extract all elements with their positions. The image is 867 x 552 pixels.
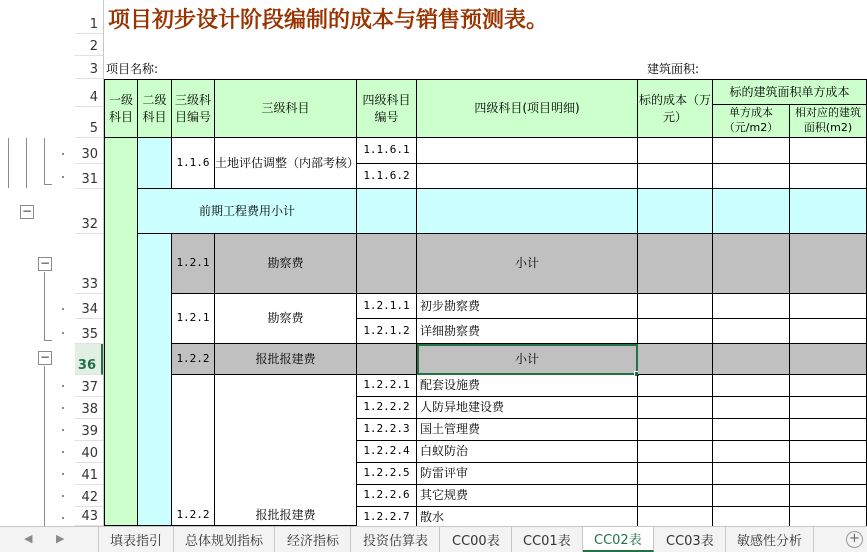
outline-dot	[62, 429, 64, 431]
gray-cell[interactable]	[357, 344, 417, 375]
subtotal-cell[interactable]	[638, 189, 713, 234]
value-cell[interactable]	[713, 485, 790, 507]
value-cell[interactable]	[713, 294, 790, 319]
tab-investment-estimate[interactable]: 投资估算表	[352, 527, 440, 552]
level1-cell[interactable]	[104, 138, 138, 526]
tab-master-plan[interactable]: 总体规划指标	[174, 527, 275, 552]
subtotal-cell[interactable]	[713, 189, 790, 234]
value-cell[interactable]	[638, 138, 713, 164]
level4-code-cell[interactable]: 1.1.6.1	[357, 138, 417, 164]
row-number[interactable]: 33	[75, 234, 103, 294]
level4-code-cell[interactable]: 1.2.1.2	[357, 319, 417, 344]
level4-code-cell[interactable]: 1.2.2.6	[357, 485, 417, 507]
tab-sensitivity-analysis[interactable]: 敏感性分析	[726, 527, 814, 552]
level3-code-cell[interactable]: 1.2.1	[172, 294, 215, 344]
subtotal-cell[interactable]	[357, 189, 417, 234]
level4-code-cell[interactable]: 1.2.2.5	[357, 463, 417, 485]
value-cell[interactable]	[790, 419, 867, 441]
tab-cc01[interactable]: CC01表	[512, 527, 583, 552]
row-number[interactable]: 30	[75, 138, 103, 164]
level4-name-cell[interactable]: 散水	[417, 507, 638, 526]
tab-scroll-left-icon[interactable]: ◀	[24, 532, 33, 545]
outline-dot	[62, 153, 64, 155]
level4-name-cell[interactable]: 详细勘察费	[417, 319, 638, 344]
level4-name-cell[interactable]: 初步勘察费	[417, 294, 638, 319]
level4-code-cell[interactable]: 1.2.2.1	[357, 375, 417, 397]
value-cell[interactable]	[638, 463, 713, 485]
outline-dot	[62, 473, 64, 475]
row-number[interactable]: 2	[75, 34, 103, 56]
row-number[interactable]: 31	[75, 164, 103, 189]
header-level4[interactable]: 四级科目(项目明细)	[417, 79, 638, 138]
value-cell[interactable]	[638, 294, 713, 319]
gray-cell[interactable]	[713, 344, 790, 375]
value-cell[interactable]	[638, 397, 713, 419]
add-sheet-icon[interactable]: +	[846, 531, 863, 548]
level4-name-cell[interactable]: 防雷评审	[417, 463, 638, 485]
level4-name-cell[interactable]: 配套设施费	[417, 375, 638, 397]
level3-code-cell[interactable]: 1.1.6	[172, 138, 215, 189]
gray-cell[interactable]	[638, 234, 713, 294]
row-number[interactable]: 34	[75, 294, 103, 319]
level4-name-cell[interactable]: 人防异地建设费	[417, 397, 638, 419]
row-number-active[interactable]: 36	[75, 344, 103, 375]
value-cell[interactable]	[638, 419, 713, 441]
level4-name-cell[interactable]	[417, 138, 638, 164]
collapse-group-button[interactable]: −	[39, 350, 51, 364]
row-number[interactable]: 41	[75, 463, 103, 485]
value-cell[interactable]	[790, 485, 867, 507]
value-cell[interactable]	[790, 375, 867, 397]
outline-line	[44, 366, 45, 526]
gray-cell[interactable]	[790, 234, 867, 294]
value-cell[interactable]	[713, 507, 790, 526]
selected-cell[interactable]: 小计	[417, 344, 638, 375]
level3-name-cell[interactable]: 勘察费	[215, 234, 357, 294]
outline-dot	[62, 495, 64, 497]
value-cell[interactable]	[790, 319, 867, 344]
header-unit-group[interactable]: 标的建筑面积单方成本	[713, 79, 867, 105]
level3-name-cell[interactable]: 报批报建费	[215, 344, 357, 375]
tab-scroll-right-icon[interactable]: ▶	[56, 532, 65, 545]
value-cell[interactable]	[790, 294, 867, 319]
building-area-label[interactable]: 建筑面积:	[647, 62, 700, 76]
row-number[interactable]: 43	[75, 507, 103, 526]
subtotal-label-cell[interactable]: 前期工程费用小计	[138, 189, 357, 234]
outline-line	[8, 138, 9, 188]
header-level2[interactable]: 二级科目	[138, 79, 172, 138]
row-headers	[75, 0, 104, 526]
value-cell[interactable]	[713, 375, 790, 397]
outline-line	[44, 272, 45, 340]
value-cell[interactable]	[638, 507, 713, 526]
row-number[interactable]: 32	[75, 189, 103, 234]
value-cell[interactable]	[790, 138, 867, 164]
level4-name-cell[interactable]	[417, 164, 638, 189]
outline-dot	[62, 332, 64, 334]
project-name-label[interactable]: 项目名称:	[106, 62, 159, 76]
collapse-group-button[interactable]: −	[39, 256, 51, 270]
outline-dot	[62, 308, 64, 310]
subtotal-label-cell[interactable]: 小计	[417, 234, 638, 294]
header-level4-code[interactable]: 四级科目编号	[357, 79, 417, 138]
sheet-title[interactable]: 项目初步设计阶段编制的成本与销售预测表。	[108, 7, 549, 33]
outline-dot	[62, 451, 64, 453]
row-number[interactable]: 5	[75, 107, 103, 138]
value-cell[interactable]	[638, 164, 713, 189]
value-cell[interactable]	[790, 441, 867, 463]
outline-line	[44, 138, 45, 184]
level4-name-cell[interactable]: 国土管理费	[417, 419, 638, 441]
outline-dot	[62, 407, 64, 409]
tab-cc03[interactable]: CC03表	[655, 527, 726, 552]
row-number[interactable]: 1	[75, 0, 103, 34]
level4-name-cell[interactable]: 其它规费	[417, 485, 638, 507]
header-area[interactable]: 相对应的建筑面积(m2)	[790, 105, 867, 138]
row-number[interactable]: 3	[75, 56, 103, 79]
level3-name-cell[interactable]: 报批报建费	[215, 375, 357, 526]
row-number[interactable]: 37	[75, 375, 103, 397]
level2-cell[interactable]	[138, 138, 172, 189]
value-cell[interactable]	[713, 397, 790, 419]
level4-name-cell[interactable]: 白蚁防治	[417, 441, 638, 463]
level3-name-cell[interactable]: 勘察费	[215, 294, 357, 344]
row-number[interactable]: 39	[75, 419, 103, 441]
value-cell[interactable]	[713, 319, 790, 344]
level3-code-cell[interactable]: 1.2.2	[172, 344, 215, 375]
outline-line	[44, 184, 52, 185]
row-number[interactable]: 38	[75, 397, 103, 419]
outline-dot	[62, 385, 64, 387]
level4-code-cell[interactable]: 1.2.2.2	[357, 397, 417, 419]
level3-code-cell[interactable]: 1.2.2	[172, 375, 215, 526]
outline-line	[26, 138, 27, 188]
value-cell[interactable]	[638, 319, 713, 344]
value-cell[interactable]	[790, 164, 867, 189]
header-level3-code[interactable]: 三级科目编号	[172, 79, 215, 138]
header-target-cost[interactable]: 标的成本（万元）	[638, 79, 713, 138]
value-cell[interactable]	[790, 463, 867, 485]
value-cell[interactable]	[713, 164, 790, 189]
gray-cell[interactable]	[357, 234, 417, 294]
tab-fill-guide[interactable]: 填表指引	[98, 527, 174, 552]
gray-cell[interactable]	[638, 344, 713, 375]
sheet-tab-bar	[0, 526, 867, 552]
header-level1[interactable]: 一级科目	[104, 79, 138, 138]
value-cell[interactable]	[713, 138, 790, 164]
row-number[interactable]: 42	[75, 485, 103, 507]
row-number[interactable]: 40	[75, 441, 103, 463]
gray-cell[interactable]	[790, 344, 867, 375]
value-cell[interactable]	[790, 397, 867, 419]
level4-code-cell[interactable]: 1.2.2.3	[357, 419, 417, 441]
outline-bar	[0, 0, 75, 526]
outline-dot	[62, 517, 64, 519]
tab-cc02[interactable]: CC02表	[583, 527, 654, 552]
value-cell[interactable]	[638, 485, 713, 507]
value-cell[interactable]	[713, 463, 790, 485]
header-level3[interactable]: 三级科目	[215, 79, 357, 138]
level2-cell[interactable]	[138, 234, 172, 526]
gray-cell[interactable]	[713, 234, 790, 294]
value-cell[interactable]	[713, 419, 790, 441]
sheet-grid[interactable]	[104, 0, 867, 526]
tab-economic-indicators[interactable]: 经济指标	[276, 527, 351, 552]
value-cell[interactable]	[790, 507, 867, 526]
level4-code-cell[interactable]: 1.2.2.4	[357, 441, 417, 463]
row-number[interactable]: 35	[75, 319, 103, 344]
value-cell[interactable]	[638, 441, 713, 463]
collapse-group-button[interactable]: −	[21, 204, 33, 218]
value-cell[interactable]	[713, 441, 790, 463]
outline-line	[44, 340, 52, 341]
outline-dot	[62, 176, 64, 178]
value-cell[interactable]	[638, 375, 713, 397]
tab-cc00[interactable]: CC00表	[441, 527, 512, 552]
level4-code-cell[interactable]: 1.2.2.7	[357, 507, 417, 526]
header-unit-cost[interactable]: 单方成本（元/m2）	[713, 105, 790, 138]
row-number[interactable]: 4	[75, 79, 103, 107]
level4-code-cell[interactable]: 1.2.1.1	[357, 294, 417, 319]
level4-code-cell[interactable]: 1.1.6.2	[357, 164, 417, 189]
level3-name-cell[interactable]: 土地评估调整（内部考核）	[215, 138, 357, 189]
level3-code-cell[interactable]: 1.2.1	[172, 234, 215, 294]
subtotal-cell[interactable]	[790, 189, 867, 234]
subtotal-cell[interactable]	[417, 189, 638, 234]
